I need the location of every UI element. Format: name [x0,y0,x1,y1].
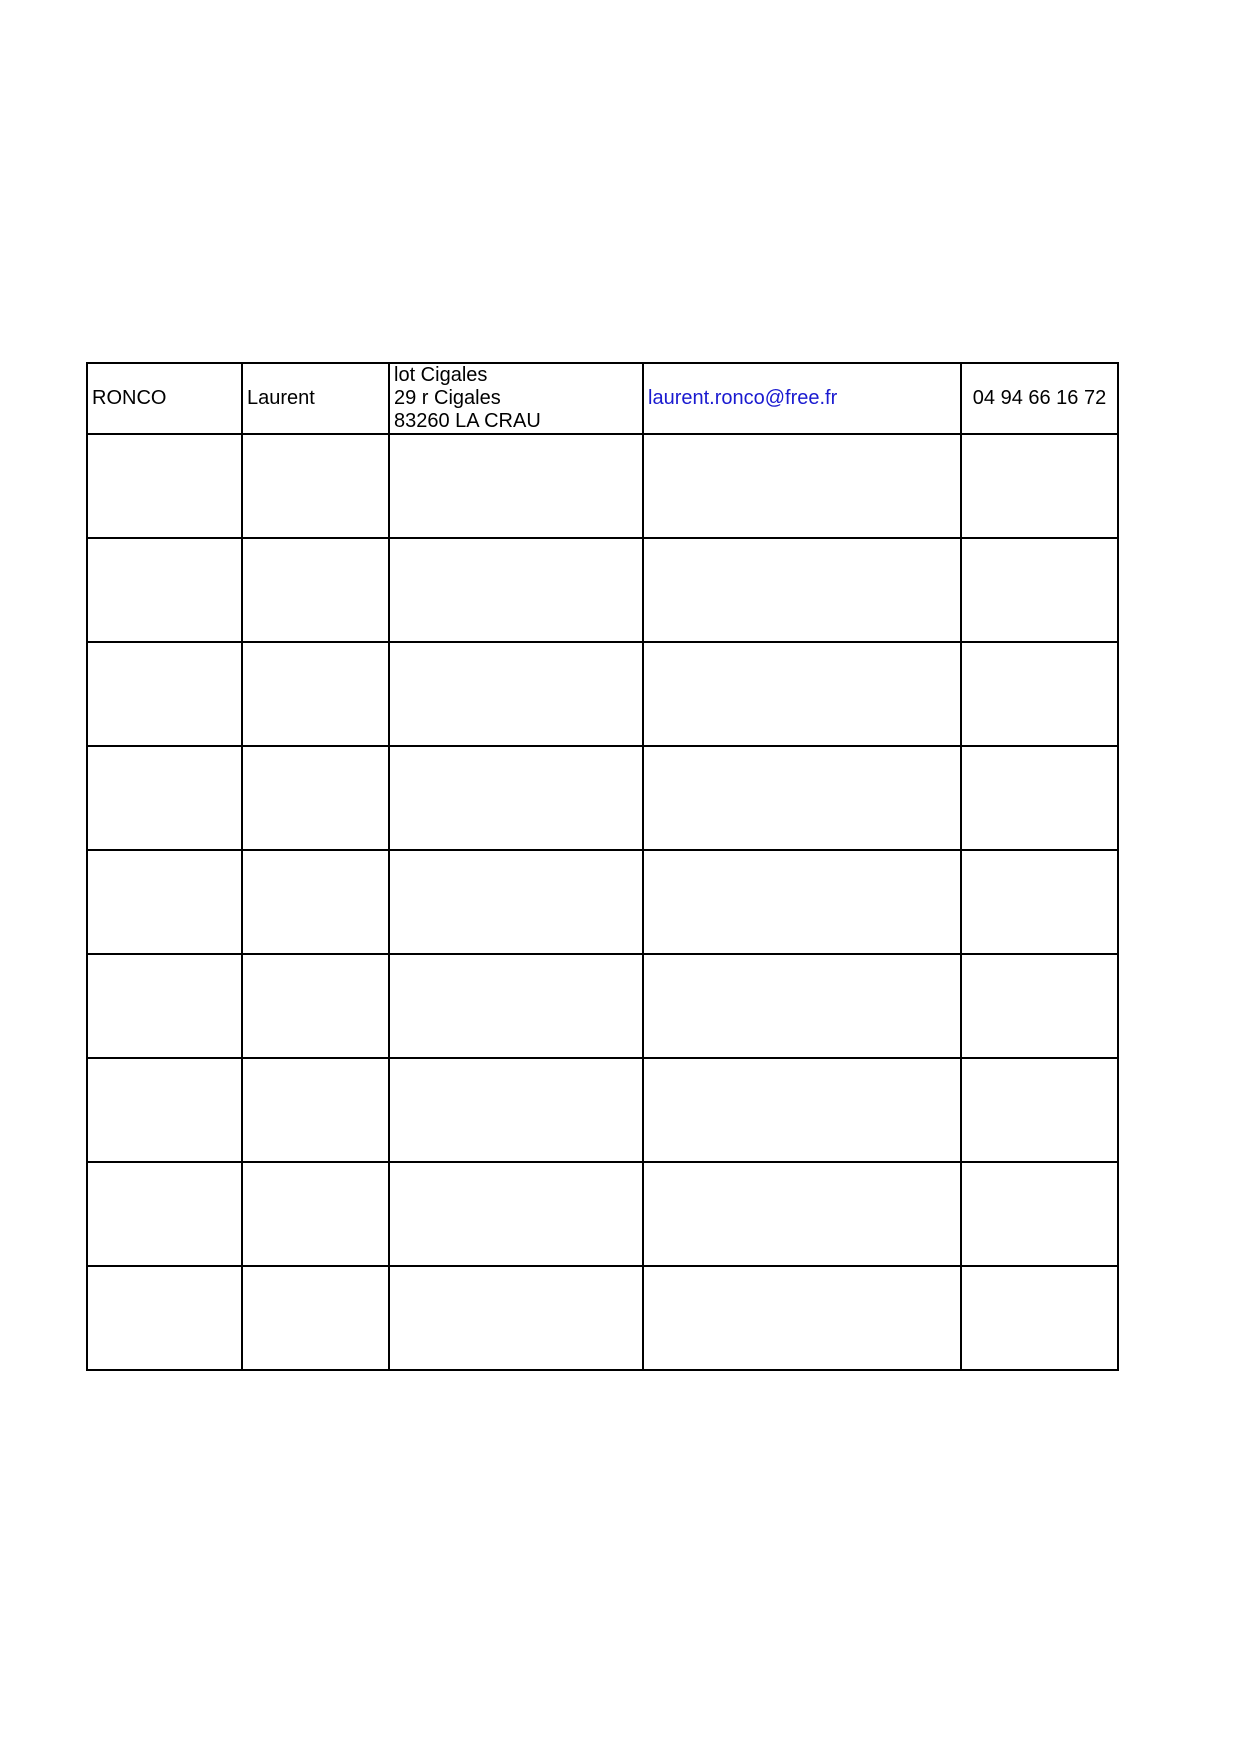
address-cell [389,954,643,1058]
address-cell [389,538,643,642]
address-cell [389,1162,643,1266]
table-row [87,1162,1118,1266]
last-name-cell [87,1058,242,1162]
phone-cell: 04 94 66 16 72 [961,363,1118,434]
first-name-cell [242,1058,389,1162]
last-name-cell: RONCO [87,363,242,434]
email-cell [643,1162,961,1266]
first-name-cell [242,1162,389,1266]
address-line: lot Cigales [394,364,488,386]
first-name-cell [242,954,389,1058]
phone-cell [961,954,1118,1058]
phone-cell [961,538,1118,642]
table-row [87,1266,1118,1370]
contact-table-body [87,363,1118,1370]
table-row [87,642,1118,746]
email-cell [643,746,961,850]
phone-cell [961,434,1118,538]
table-row [87,434,1118,538]
phone-cell [961,746,1118,850]
last-name-cell [87,1266,242,1370]
table-row [87,850,1118,954]
first-name-cell [242,434,389,538]
address-cell [389,363,643,434]
address-cell [389,642,643,746]
email-cell [643,642,961,746]
first-name-cell [242,746,389,850]
first-name-cell [242,642,389,746]
address-cell [389,1266,643,1370]
first-name-cell [242,850,389,954]
phone-cell [961,850,1118,954]
address-cell [389,1058,643,1162]
phone-cell [961,642,1118,746]
last-name-cell [87,434,242,538]
address-cell [389,434,643,538]
address-line: 29 r Cigales [394,387,501,409]
first-name-cell: Laurent [242,363,389,434]
email-cell [643,1266,961,1370]
email-cell [643,538,961,642]
phone-cell [961,1058,1118,1162]
email-cell [643,850,961,954]
last-name-cell [87,746,242,850]
email-cell [643,434,961,538]
email-cell [643,1058,961,1162]
table-row [87,746,1118,850]
phone-cell [961,1266,1118,1370]
email-cell [643,363,961,434]
table-row [87,363,1118,434]
last-name-cell [87,1162,242,1266]
table-row [87,1058,1118,1162]
last-name-cell [87,850,242,954]
contact-table [86,362,1119,1371]
last-name-cell [87,538,242,642]
last-name-cell [87,954,242,1058]
phone-cell [961,1162,1118,1266]
address-cell [389,746,643,850]
table-row [87,538,1118,642]
table-row [87,954,1118,1058]
email-link[interactable]: laurent.ronco@free.fr [648,387,838,409]
last-name-cell [87,642,242,746]
email-cell [643,954,961,1058]
address-cell [389,850,643,954]
first-name-cell [242,1266,389,1370]
first-name-cell [242,538,389,642]
address-line: 83260 LA CRAU [394,410,541,432]
